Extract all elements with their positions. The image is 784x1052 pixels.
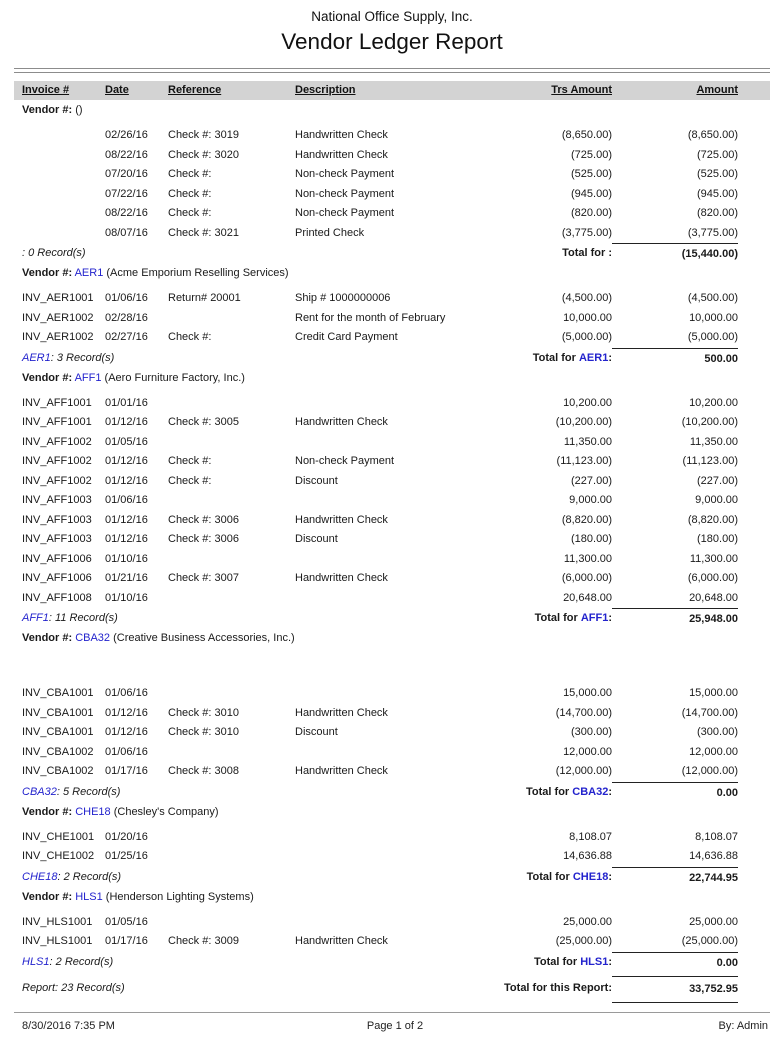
vendor-total-label: Total for CHE18: — [526, 870, 612, 883]
transaction-row — [22, 589, 784, 609]
cell-amount: (820.00) — [697, 207, 738, 219]
column-header-description: Description — [295, 84, 356, 96]
vendor-total-row — [22, 608, 784, 628]
cell-amount: 11,300.00 — [689, 552, 738, 565]
cell-reference — [168, 491, 295, 511]
company-name: National Office Supply, Inc. — [311, 9, 473, 24]
cell-description: Discount — [295, 474, 338, 487]
vendor-name: (Henderson Lighting Systems) — [105, 890, 254, 903]
cell-invoice: INV_AFF1001 — [22, 416, 92, 428]
cell-reference — [168, 913, 295, 933]
cell-trs-amount: (820.00) — [571, 207, 612, 219]
cell-reference — [168, 309, 295, 329]
cell-reference: Check #: 3019 — [168, 129, 239, 141]
cell-trs-amount: (180.00) — [571, 533, 612, 545]
transaction-rows — [22, 394, 784, 609]
vendor-name: (Acme Emporium Reselling Services) — [106, 267, 289, 279]
cell-reference: Check #: 3020 — [168, 148, 239, 161]
printed-by: By: Admin — [718, 1020, 769, 1032]
cell-description: Handwritten Check — [295, 706, 388, 719]
cell-reference: Check #: 3008 — [168, 765, 239, 777]
cell-invoice: INV_CHE1002 — [22, 850, 95, 862]
vendor-total-code: HLS1 — [580, 955, 609, 968]
cell-invoice — [22, 185, 105, 205]
cell-reference — [168, 847, 295, 867]
cell-date: 01/06/16 — [105, 292, 148, 304]
cell-invoice: INV_AFF1002 — [22, 455, 92, 467]
cell-amount: (4,500.00) — [687, 292, 738, 304]
vendor-heading-line — [22, 267, 784, 280]
vendor-total-label: Total for CBA32: — [526, 785, 612, 798]
cell-description: Non-check Payment — [295, 168, 395, 180]
cell-amount: (525.00) — [697, 168, 738, 180]
cell-reference: Check #: 3010 — [168, 726, 239, 738]
cell-description: Printed Check — [295, 226, 365, 239]
vendor-name: () — [75, 104, 83, 116]
vendor-total-label: Total for HLS1: — [533, 955, 612, 968]
column-header-trs-amount: Trs Amount — [551, 84, 612, 96]
vendor-total-amount: 0.00 — [612, 952, 738, 973]
transaction-rows — [22, 913, 784, 952]
cell-reference: Check #: — [168, 474, 212, 487]
cell-reference: Check #: 3010 — [168, 706, 239, 719]
cell-date: 01/10/16 — [105, 552, 148, 565]
cell-date: 01/12/16 — [105, 455, 148, 467]
cell-trs-amount: 9,000.00 — [569, 494, 612, 506]
transaction-rows — [22, 684, 784, 782]
vendor-heading-line — [22, 806, 784, 819]
cell-trs-amount: (6,000.00) — [561, 572, 612, 584]
cell-trs-amount: 8,108.07 — [569, 830, 612, 843]
vendor-section — [0, 104, 784, 263]
cell-date: 01/06/16 — [105, 745, 148, 758]
cell-invoice: INV_AER1002 — [22, 311, 94, 324]
vendor-section — [0, 891, 784, 972]
cell-trs-amount: (11,123.00) — [556, 455, 612, 467]
vendor-total-code: AER1 — [578, 351, 609, 364]
transaction-row — [22, 309, 784, 329]
vendor-total-label: Total for AFF1: — [534, 612, 612, 624]
cell-date: 01/12/16 — [105, 533, 148, 545]
cell-invoice: INV_AFF1003 — [22, 513, 92, 526]
vendor-code: CHE18 — [75, 805, 111, 818]
title-divider — [14, 68, 770, 73]
cell-description: Handwritten Check — [295, 572, 388, 584]
cell-invoice: INV_CBA1002 — [22, 745, 94, 758]
vendor-label: Vendor #: — [22, 371, 73, 384]
cell-invoice — [22, 204, 105, 224]
transaction-row — [22, 913, 784, 933]
transaction-row — [22, 932, 784, 952]
cell-date: 01/12/16 — [105, 726, 148, 738]
transaction-row — [22, 126, 784, 146]
report-title: Vendor Ledger Report — [281, 29, 503, 54]
cell-reference: Check #: 3006 — [168, 533, 239, 545]
cell-reference: Return# 20001 — [168, 292, 241, 304]
cell-amount: (3,775.00) — [687, 226, 738, 239]
record-count: CBA32: 5 Record(s) — [22, 785, 121, 798]
cell-trs-amount: 11,350.00 — [563, 435, 612, 448]
cell-reference: Check #: 3021 — [168, 226, 239, 239]
cell-description: Handwritten Check — [295, 416, 388, 428]
report-total-label: Total for this Report: — [504, 981, 612, 994]
vendor-total-row — [22, 782, 784, 802]
cell-date: 01/12/16 — [105, 416, 148, 428]
cell-reference: Check #: — [168, 331, 212, 343]
cell-invoice: INV_HLS1001 — [22, 915, 93, 928]
print-datetime: 8/30/2016 7:35 PM — [22, 1020, 115, 1032]
cell-description — [295, 433, 465, 453]
cell-description: Ship # 1000000006 — [295, 292, 391, 304]
cell-trs-amount: 10,000.00 — [563, 311, 612, 324]
cell-description — [295, 589, 465, 609]
cell-trs-amount: (5,000.00) — [561, 331, 612, 343]
cell-description — [295, 491, 465, 511]
transaction-row — [22, 762, 784, 782]
vendor-total-amount: 500.00 — [612, 348, 738, 369]
cell-amount: (11,123.00) — [682, 455, 738, 467]
vendor-total-code: AFF1 — [580, 612, 609, 624]
vendor-total-amount: 25,948.00 — [612, 608, 738, 629]
cell-invoice: INV_AFF1003 — [22, 494, 92, 506]
cell-reference: Check #: 3007 — [168, 572, 239, 584]
cell-reference: Check #: 3009 — [168, 935, 239, 947]
cell-invoice — [22, 165, 105, 185]
cell-amount: 20,648.00 — [689, 591, 738, 604]
transaction-row — [22, 723, 784, 743]
cell-invoice: INV_AFF1002 — [22, 474, 92, 487]
cell-date: 01/17/16 — [105, 935, 148, 947]
table-header-row — [14, 81, 770, 100]
cell-invoice: INV_CHE1001 — [22, 830, 95, 843]
cell-description: Discount — [295, 726, 338, 738]
cell-invoice: INV_AFF1006 — [22, 552, 92, 565]
column-header-date: Date — [105, 84, 129, 96]
vendor-code: HLS1 — [75, 890, 103, 903]
transaction-rows — [22, 828, 784, 867]
cell-description: Handwritten Check — [295, 129, 388, 141]
cell-amount: (25,000.00) — [681, 935, 738, 947]
cell-description: Discount — [295, 533, 338, 545]
cell-invoice — [22, 126, 105, 146]
cell-amount: (14,700.00) — [681, 706, 738, 719]
transaction-row — [22, 847, 784, 867]
transaction-row — [22, 511, 784, 531]
cell-amount: 11,350.00 — [689, 435, 738, 448]
vendor-label: Vendor #: — [22, 805, 73, 818]
cell-trs-amount: 10,200.00 — [563, 396, 612, 409]
cell-trs-amount: (945.00) — [571, 187, 612, 200]
cell-amount: (227.00) — [697, 474, 738, 487]
cell-trs-amount: (12,000.00) — [555, 765, 612, 777]
transaction-rows — [22, 126, 784, 243]
cell-trs-amount: (4,500.00) — [561, 292, 612, 304]
cell-trs-amount: (25,000.00) — [555, 935, 612, 947]
cell-date: 02/27/16 — [105, 331, 148, 343]
vendor-sections — [0, 104, 784, 972]
vendor-total-row — [22, 867, 784, 887]
transaction-row — [22, 704, 784, 724]
cell-amount: 8,108.07 — [695, 830, 738, 843]
vendor-section — [0, 632, 784, 802]
transaction-row — [22, 684, 784, 704]
cell-trs-amount: 25,000.00 — [563, 915, 612, 928]
cell-description — [295, 847, 465, 867]
cell-date: 01/12/16 — [105, 474, 148, 487]
cell-description: Handwritten Check — [295, 935, 388, 947]
cell-trs-amount: (8,650.00) — [561, 129, 612, 141]
vendor-total-row — [22, 952, 784, 972]
vendor-total-code: CHE18 — [572, 870, 609, 883]
cell-invoice — [22, 146, 105, 166]
transaction-row — [22, 394, 784, 414]
column-header-reference: Reference — [168, 84, 222, 96]
cell-date: 01/12/16 — [105, 513, 148, 526]
record-count: CHE18: 2 Record(s) — [22, 870, 122, 883]
vendor-label: Vendor #: — [22, 104, 73, 116]
cell-trs-amount: 20,648.00 — [563, 591, 612, 604]
record-count: HLS1: 2 Record(s) — [22, 955, 114, 968]
record-count: : 0 Record(s) — [22, 247, 86, 259]
vendor-heading-line — [22, 372, 784, 385]
vendor-total-amount: 22,744.95 — [612, 867, 738, 888]
transaction-row — [22, 452, 784, 472]
vendor-label: Vendor #: — [22, 890, 73, 903]
cell-amount: (945.00) — [697, 187, 738, 200]
cell-description — [295, 828, 465, 848]
transaction-row — [22, 472, 784, 492]
vendor-total-code: CBA32 — [572, 785, 609, 798]
cell-invoice: INV_AER1002 — [22, 331, 94, 343]
cell-trs-amount: (300.00) — [571, 726, 612, 738]
cell-trs-amount: (10,200.00) — [555, 416, 612, 428]
cell-date: 01/05/16 — [105, 435, 148, 448]
transaction-row — [22, 433, 784, 453]
transaction-row — [22, 530, 784, 550]
transaction-row — [22, 413, 784, 433]
cell-date: 08/22/16 — [105, 148, 148, 161]
cell-date: 01/05/16 — [105, 915, 148, 928]
cell-date: 01/10/16 — [105, 591, 148, 604]
report-record-count: Report: 23 Record(s) — [22, 981, 125, 994]
cell-date: 01/06/16 — [105, 494, 148, 506]
transaction-row — [22, 569, 784, 589]
cell-description — [295, 743, 465, 763]
record-count-code: CHE18 — [22, 870, 58, 883]
cell-amount: 14,636.88 — [689, 850, 738, 862]
cell-description: Non-check Payment — [295, 455, 395, 467]
vendor-total-label: Total for : — [562, 247, 612, 259]
cell-reference: Check #: — [168, 168, 212, 180]
cell-reference: Check #: — [168, 207, 212, 219]
cell-description — [295, 684, 465, 704]
cell-trs-amount: 11,300.00 — [563, 552, 612, 565]
cell-invoice: INV_AFF1003 — [22, 533, 92, 545]
transaction-row — [22, 743, 784, 763]
cell-amount: (180.00) — [697, 533, 738, 545]
transaction-row — [22, 828, 784, 848]
cell-reference — [168, 433, 295, 453]
cell-amount: (300.00) — [697, 726, 738, 738]
cell-trs-amount: (14,700.00) — [555, 706, 612, 719]
cell-description: Non-check Payment — [295, 207, 395, 219]
transaction-row — [22, 491, 784, 511]
cell-amount: (6,000.00) — [687, 572, 738, 584]
cell-invoice: INV_AFF1002 — [22, 435, 92, 448]
cell-amount: (5,000.00) — [687, 331, 738, 343]
cell-amount: (725.00) — [697, 148, 738, 161]
cell-date: 07/22/16 — [105, 187, 148, 200]
record-count-code: CBA32 — [22, 785, 57, 798]
table-header-grid — [22, 83, 770, 98]
transaction-row — [22, 289, 784, 309]
cell-trs-amount: (8,820.00) — [561, 513, 612, 526]
vendor-name: (Chesley's Company) — [113, 805, 219, 818]
report-footer — [14, 1012, 770, 1032]
vendor-total-label: Total for AER1: — [532, 351, 612, 364]
cell-amount: 9,000.00 — [695, 494, 738, 506]
vendor-label: Vendor #: — [22, 632, 73, 644]
record-count-code: AFF1 — [22, 612, 49, 624]
cell-date: 01/17/16 — [105, 765, 148, 777]
cell-reference — [168, 394, 295, 414]
record-count: AFF1: 11 Record(s) — [22, 612, 118, 624]
record-count-code: HLS1 — [22, 955, 50, 968]
cell-date: 01/06/16 — [105, 687, 148, 699]
cell-invoice: INV_CBA1001 — [22, 726, 94, 738]
record-count: AER1: 3 Record(s) — [22, 351, 115, 364]
cell-date: 02/26/16 — [105, 129, 148, 141]
cell-amount: (8,820.00) — [687, 513, 738, 526]
cell-invoice: INV_CBA1002 — [22, 765, 94, 777]
vendor-total-amount: (15,440.00) — [612, 243, 738, 264]
vendor-label: Vendor #: — [22, 267, 73, 279]
cell-date: 01/25/16 — [105, 850, 148, 862]
cell-description — [295, 550, 465, 570]
cell-date: 01/01/16 — [105, 396, 148, 409]
transaction-row — [22, 165, 784, 185]
transaction-row — [22, 550, 784, 570]
cell-description: Rent for the month of February — [295, 311, 446, 324]
transaction-row — [22, 146, 784, 166]
cell-date: 07/20/16 — [105, 168, 148, 180]
cell-reference — [168, 550, 295, 570]
vendor-name: (Aero Furniture Factory, Inc.) — [104, 371, 245, 384]
cell-invoice: INV_CBA1001 — [22, 706, 94, 719]
vendor-section — [0, 267, 784, 368]
cell-trs-amount: (3,775.00) — [561, 226, 612, 239]
cell-description: Non-check Payment — [295, 187, 395, 200]
report-total-amount: 33,752.95 — [612, 976, 738, 1003]
vendor-total-row — [22, 348, 784, 368]
cell-reference: Check #: — [168, 187, 212, 200]
cell-trs-amount: 15,000.00 — [563, 687, 612, 699]
cell-description: Credit Card Payment — [295, 331, 398, 343]
cell-amount: 25,000.00 — [689, 915, 738, 928]
cell-amount: (10,200.00) — [681, 416, 738, 428]
cell-amount: 12,000.00 — [689, 745, 738, 758]
cell-invoice: INV_AER1001 — [22, 292, 94, 304]
cell-trs-amount: (227.00) — [571, 474, 612, 487]
cell-reference — [168, 589, 295, 609]
cell-reference — [168, 743, 295, 763]
vendor-code: AER1 — [74, 267, 104, 279]
cell-invoice: INV_AFF1008 — [22, 591, 92, 604]
cell-reference: Check #: 3005 — [168, 416, 239, 428]
report-summary-row — [22, 976, 784, 1003]
page-number: Page 1 of 2 — [366, 1020, 424, 1032]
cell-trs-amount: (725.00) — [571, 148, 612, 161]
cell-reference: Check #: — [168, 455, 212, 467]
cell-amount: 10,200.00 — [689, 396, 738, 409]
vendor-code: AFF1 — [74, 371, 102, 384]
vendor-heading-line — [22, 104, 784, 117]
transaction-row — [22, 204, 784, 224]
cell-amount: 10,000.00 — [689, 311, 738, 324]
column-header-amount: Amount — [696, 84, 738, 96]
cell-invoice: INV_HLS1001 — [22, 935, 93, 947]
column-header-invoice: Invoice # — [22, 84, 70, 96]
cell-reference — [168, 828, 295, 848]
cell-date: 01/20/16 — [105, 830, 148, 843]
vendor-heading-line — [22, 632, 784, 645]
transaction-row — [22, 224, 784, 244]
cell-date: 02/28/16 — [105, 311, 148, 324]
transaction-row — [22, 185, 784, 205]
cell-description — [295, 394, 465, 414]
cell-date: 01/12/16 — [105, 706, 148, 719]
vendor-code: CBA32 — [75, 632, 111, 644]
cell-description: Handwritten Check — [295, 148, 388, 161]
vendor-heading-line — [22, 891, 784, 904]
cell-trs-amount: 14,636.88 — [563, 850, 612, 862]
vendor-total-amount: 0.00 — [612, 782, 738, 803]
record-count-code: AER1 — [22, 351, 51, 364]
vendor-total-row — [22, 243, 784, 263]
cell-amount: (12,000.00) — [681, 765, 738, 777]
cell-date: 08/07/16 — [105, 226, 148, 239]
cell-amount: 15,000.00 — [689, 687, 738, 699]
cell-invoice: INV_CBA1001 — [22, 687, 94, 699]
cell-description — [295, 913, 465, 933]
transaction-rows — [22, 289, 784, 348]
cell-date: 08/22/16 — [105, 207, 148, 219]
cell-reference: Check #: 3006 — [168, 513, 239, 526]
cell-invoice: INV_AFF1001 — [22, 396, 92, 409]
vendor-section — [0, 806, 784, 887]
cell-invoice — [22, 224, 105, 244]
cell-description: Handwritten Check — [295, 513, 388, 526]
cell-date: 01/21/16 — [105, 572, 148, 584]
cell-trs-amount: (525.00) — [571, 168, 612, 180]
vendor-name: (Creative Business Accessories, Inc.) — [113, 632, 295, 644]
cell-trs-amount: 12,000.00 — [563, 745, 612, 758]
transaction-row — [22, 328, 784, 348]
cell-reference — [168, 684, 295, 704]
cell-amount: (8,650.00) — [687, 129, 738, 141]
vendor-section — [0, 372, 784, 629]
cell-invoice: INV_AFF1006 — [22, 572, 92, 584]
cell-description: Handwritten Check — [295, 765, 388, 777]
